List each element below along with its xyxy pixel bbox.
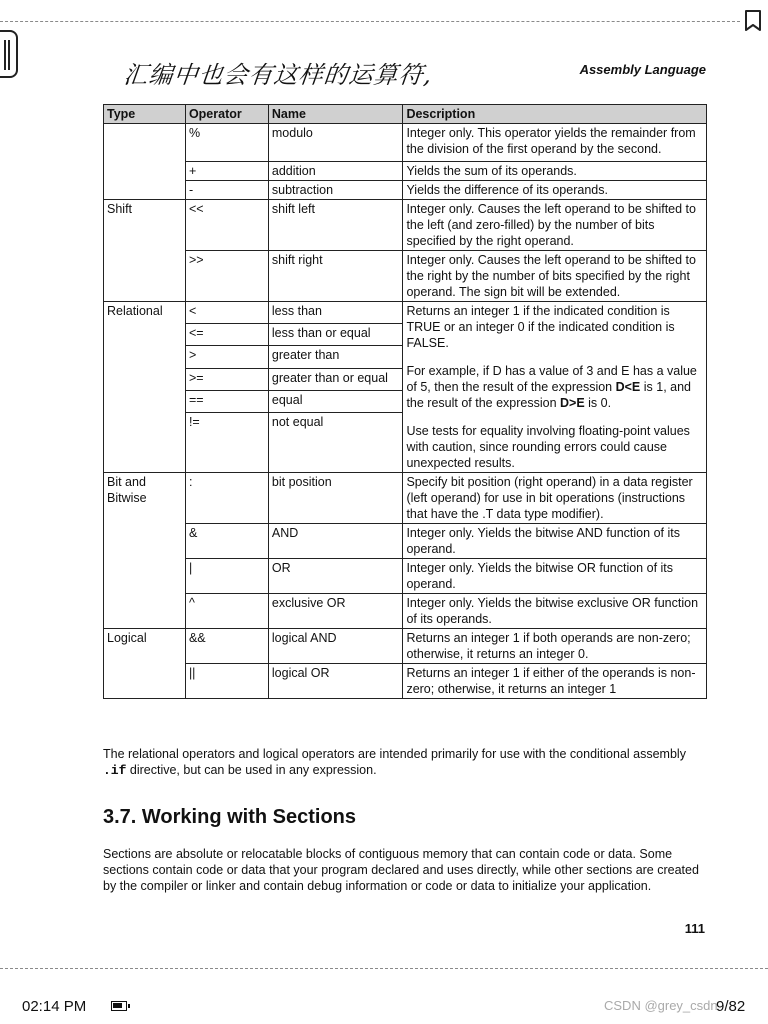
table-row (104, 594, 707, 629)
type-cell: Shift (104, 200, 186, 302)
operator-cell: | (185, 559, 268, 594)
operator-cell: % (185, 124, 268, 162)
operator-cell: && (185, 629, 268, 664)
operator-cell: <= (185, 324, 268, 346)
page-number: 111 (684, 921, 705, 936)
table-row (104, 524, 707, 559)
top-divider (0, 21, 740, 22)
description-cell: Integer only. Yields the bitwise OR function of its operand. (403, 559, 707, 594)
name-cell: less than or equal (268, 324, 403, 346)
type-cell: Bit and Bitwise (104, 473, 186, 629)
description-cell: Integer only. Yields the bitwise exclusive OR function of its operands. (403, 594, 707, 629)
section-paragraph: Sections are absolute or relocatable blocks of contiguous memory that can contain code or data. Some sections contain code or data that your program declared and uses directly, while other sections are created by the compiler or linker and contain debug information or code or data to initialize your application. (103, 847, 699, 893)
table-row (104, 162, 707, 181)
operator-cell: != (185, 413, 268, 473)
column-header-description: Description (403, 105, 707, 124)
name-cell: addition (268, 162, 403, 181)
handwritten-annotation: 汇编中也会有这样的运算符, (122, 61, 434, 89)
sidebar-toggle-handle[interactable] (0, 30, 18, 78)
table-row (104, 302, 707, 324)
description-cell: Integer only. Causes the left operand to be shifted to the right by the number of bits specified by the right operand. The sign bit will be extended. (403, 251, 707, 302)
name-cell: less than (268, 302, 403, 324)
description-cell: Integer only. This operator yields the remainder from the division of the first operand by the second. (403, 124, 707, 162)
table-row (104, 629, 707, 664)
operator-cell: ^ (185, 594, 268, 629)
table-header-row (104, 105, 707, 124)
handle-line-icon (8, 40, 10, 70)
section-heading: 3.7. Working with Sections (103, 806, 357, 828)
handle-line-icon (4, 40, 6, 70)
status-time: 02:14 PM (22, 998, 87, 1015)
battery-icon (111, 1001, 127, 1011)
type-cell: Logical (104, 629, 186, 699)
table-row (104, 181, 707, 200)
description-cell: Specify bit position (right operand) in a data register (left operand) for use in bit operations (instructions that have the .T data type modifier). (403, 473, 707, 524)
description-cell: Integer only. Causes the left operand to be shifted to the left (and zero-filled) by the number of bits specified by the right operand. (403, 200, 707, 251)
column-header-type: Type (104, 105, 186, 124)
name-cell: OR (268, 559, 403, 594)
table-row (104, 124, 707, 162)
running-header-title: Assembly Language (579, 62, 706, 77)
description-cell: Yields the sum of its operands. (403, 162, 707, 181)
name-cell: logical AND (268, 629, 403, 664)
description-cell: Returns an integer 1 if both operands are non-zero; otherwise, it returns an integer 0. (403, 629, 707, 664)
name-cell: shift right (268, 251, 403, 302)
operator-cell: & (185, 524, 268, 559)
relational-description-cell (403, 302, 707, 473)
name-cell: not equal (268, 413, 403, 473)
type-cell: Relational (104, 302, 186, 473)
name-cell: greater than or equal (268, 368, 403, 390)
description-cell: Returns an integer 1 if either of the operands is non-zero; otherwise, it returns an integer 1 (403, 664, 707, 699)
name-cell: modulo (268, 124, 403, 162)
operator-cell: << (185, 200, 268, 251)
code-directive: .if (103, 763, 127, 778)
operator-cell: + (185, 162, 268, 181)
description-cell: Yields the difference of its operands. (403, 181, 707, 200)
bottom-divider (0, 968, 768, 969)
table-row (104, 200, 707, 251)
operators-note: The relational operators and logical operators are intended primarily for use with the conditional assembly .if directive, but can be used in any expression. (103, 747, 686, 778)
operator-cell: > (185, 346, 268, 368)
column-header-operator: Operator (185, 105, 268, 124)
name-cell: AND (268, 524, 403, 559)
relational-desc-example: For example, if D has a value of 3 and E has a value of 5, then the result of the expression D<E is 1, and the result of the expression D>E is 0. (406, 364, 697, 410)
watermark-text: CSDN @grey_csdn (604, 998, 718, 1013)
operator-cell: : (185, 473, 268, 524)
type-cell (104, 124, 186, 200)
operator-cell: == (185, 390, 268, 412)
operator-cell: - (185, 181, 268, 200)
operators-table (103, 104, 707, 699)
operator-cell: || (185, 664, 268, 699)
name-cell: subtraction (268, 181, 403, 200)
operator-cell: >= (185, 368, 268, 390)
column-header-name: Name (268, 105, 403, 124)
name-cell: shift left (268, 200, 403, 251)
table-row (104, 664, 707, 699)
description-cell: Integer only. Yields the bitwise AND function of its operand. (403, 524, 707, 559)
operator-cell: >> (185, 251, 268, 302)
table-row (104, 559, 707, 594)
page-counter[interactable]: 9/82 (716, 998, 746, 1015)
name-cell: exclusive OR (268, 594, 403, 629)
table-row (104, 251, 707, 302)
table-row (104, 473, 707, 524)
relational-desc-paragraph: Returns an integer 1 if the indicated condition is TRUE or an integer 0 if the indicated condition is FALSE. (406, 304, 675, 350)
name-cell: bit position (268, 473, 403, 524)
relational-desc-caution: Use tests for equality involving floating-point values with caution, since rounding errors could cause unexpected results. (406, 424, 690, 470)
name-cell: greater than (268, 346, 403, 368)
name-cell: logical OR (268, 664, 403, 699)
name-cell: equal (268, 390, 403, 412)
operator-cell: < (185, 302, 268, 324)
bookmark-icon[interactable] (743, 9, 763, 33)
